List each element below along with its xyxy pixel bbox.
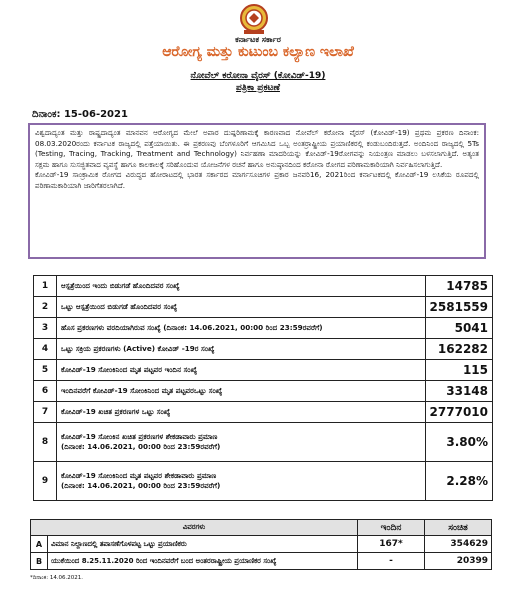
- department-title: ಆರೋಗ್ಯ ಮತ್ತು ಕುಟುಂಬ ಕಲ್ಯಾಣ ಇಲಾಖೆ: [162, 44, 354, 60]
- government-emblem: [236, 2, 272, 36]
- intro-paragraph-1: ವಿಶ್ವದಾದ್ಯಂತ ಮತ್ತು ರಾಷ್ಟ್ರದಾದ್ಯಂತ ಮಾನವನ ಆರೋಗ್ಯದ ಮೇಲೆ ಅಪಾರ ದುಷ್ಪರಿಣಾಮಕ್ಕೆ ಕಾರಣವಾದ ನೋವೆಲ್ ಕರೋನಾ ವೈರಸ್ (ಕೋವಿಡ್-19) ಪ್ರಥಮ ಪ್ರಕರಣ ದಿನಾಂಕ: 08.03.2020ರಂದು ಕರ್ನಾಟಕ ರಾಜ್ಯದಲ್ಲಿ ಪತ್ತೆಯಾಯಿತು. ಈ ಪ್ರಕರಣವು ಬೆಂಗಳೂರಿಗೆ ಆಗಮಿಸಿದ ಒಬ್ಬ ಅಂತರ್ರಾಷ್ಟ್ರೀಯ ಪ್ರಯಾಣಿಕರಲ್ಲಿ ಕಂಡುಬಂದಿರುತ್ತದೆ. ಅಂದಿನಿಂದ ರಾಜ್ಯದಲ್ಲಿ 5Ts (Testing, Tracing, Tracking, Treatment and Technology) ನಿರ್ವಹಣಾ ಮಾದರಿಯನ್ನು ಕೋವಿಡ್-19ರೋಗವನ್ನು ನಿಯಂತ್ರಣ ಮಾಡಲು ಬಳಸಲಾಗುತ್ತಿದೆ. ಅತ್ಯಂತ ಸಕ್ಷಮ ಹಾಗೂ ಸುಸಜ್ಜಿತವಾದ ವ್ಯವಸ್ಥೆ ಹಾಗೂ ಕಾಲಕಾಲಕ್ಕೆ ಸರಿಹೊಂದುವ ಯೋಜನೆಗಳ ರಚನೆ ಹಾಗೂ ಅನುಷ್ಠಾನದಿಂದ ಕರೋನಾ ರೋಗದ ಪರಿಣಾಮಕಾರಿಯಾಗಿ ನಿರ್ವಹಿಸಲಾಗುತ್ತಿದೆ.: [35, 128, 479, 169]
- footnote: *ದಿನಾಂಕ: 14.06.2021.: [30, 575, 84, 581]
- row-number: 8: [34, 423, 57, 462]
- row-letter: B: [31, 553, 48, 570]
- row-value: 14785: [425, 276, 492, 297]
- intro-paragraph-2: ಕೋವಿಡ್-19 ಸಾಂಕ್ರಾಮಿಕ ರೋಗದ ವಿರುದ್ಧದ ಹೋರಾಟದಲ್ಲಿ ಭಾರತ ಸರ್ಕಾರದ ಮಾರ್ಗಸೂಚಿಗಳ ಪ್ರಕಾರ ಜನವರಿ16, 2021ರಿಂದ ಕರ್ನಾಟಕದಲ್ಲಿ ಕೋವಿಡ್-19 ಲಸಿಕೆಯ ರೂಪದಲ್ಲಿ ಪರಿಣಾಮಕಾರಿಯಾಗಿ ಜಾರಿಗೆತರಲಾಗಿದೆ.: [35, 170, 479, 190]
- header-today: ಇಂದಿನ: [358, 520, 425, 536]
- intro-box: [28, 123, 486, 259]
- row-value: 5041: [425, 318, 492, 339]
- table-row: [31, 553, 492, 570]
- stats-row: [34, 381, 493, 402]
- row-letter: A: [31, 536, 48, 553]
- row-number: 3: [34, 318, 57, 339]
- row-label: ಇಂದಿನವರೆಗೆ ಕೋವಿಡ್-19 ಸೋಂಕಿನಿಂದ ಮೃತ ಪಟ್ಟವರಒಟ್ಟು ಸಂಖ್ಯೆ: [57, 381, 426, 402]
- row-today: 167*: [358, 536, 425, 553]
- row-label: ಒಟ್ಟು ಆಸ್ಪತ್ರೆಯಿಂದ ಬಿಡುಗಡೆ ಹೊಂದಿದವರ ಸಂಖ್ಯೆ: [57, 297, 426, 318]
- stats-row: [34, 423, 493, 462]
- row-detail: ವಿಮಾನ ನಿಲ್ದಾಣದಲ್ಲಿ ತಪಾಸಣೆಗೊಳಪಟ್ಟ ಒಟ್ಟು ಪ್ರಯಾಣಿಕರು: [48, 536, 358, 553]
- row-value: 2581559: [425, 297, 492, 318]
- header-cumulative: ಸಂಚಿತ: [425, 520, 492, 536]
- subtitle: ನೋವೆಲ್ ಕರೋನಾ ವೈರಸ್ (ಕೋವಿಡ್-19): [190, 71, 326, 81]
- row-detail: ಯುಕೆಯಿಂದ 8.25.11.2020 ರಿಂದ ಇಂದಿನವರೆಗೆ ಬಂದ ಅಂತರರಾಷ್ಟ್ರೀಯ ಪ್ರಯಾಣಿಕರ ಸಂಖ್ಯೆ: [48, 553, 358, 570]
- table-row: [31, 536, 492, 553]
- row-value: 3.80%: [425, 423, 492, 462]
- row-label: ಹೊಸ ಪ್ರಕರಣಗಳು ವರದಿಯಾಗಿರುವ ಸಂಖ್ಯೆ (ದಿನಾಂಕ: 14.06.2021, 00:00 ರಿಂದ 23:59ರವರೆಗೆ): [57, 318, 426, 339]
- header-details: ವಿವರಗಳು: [31, 520, 358, 536]
- stats-row: [34, 297, 493, 318]
- release-date: ದಿನಾಂಕ: 15-06-2021: [32, 109, 128, 120]
- row-label: ಕೋವಿಡ್-19 ಸೋಂಕಿನಿಂದ ಮೃತ ಪಟ್ಟವರ ಶೇಕಡಾವಾರು ಪ್ರಮಾಣ: [61, 471, 217, 480]
- stats-table: [33, 275, 493, 501]
- stats-row: [34, 276, 493, 297]
- row-label: ಒಟ್ಟು ಸಕ್ರಿಯ ಪ್ರಕರಣಗಳು (Active) ಕೋವಿಡ್ -19ರ ಸಂಖ್ಯೆ: [57, 339, 426, 360]
- row-number: 7: [34, 402, 57, 423]
- stats-row: [34, 318, 493, 339]
- row-number: 9: [34, 462, 57, 501]
- row-value: 33148: [425, 381, 492, 402]
- row-cumulative: 20399: [425, 553, 492, 570]
- row-value: 2777010: [425, 402, 492, 423]
- row-value: 2.28%: [425, 462, 492, 501]
- stats-row: [34, 402, 493, 423]
- travel-table: [30, 519, 492, 570]
- stats-row: [34, 339, 493, 360]
- row-cumulative: 354629: [425, 536, 492, 553]
- table-header-row: [31, 520, 492, 536]
- row-label: ಆಸ್ಪತ್ರೆಯಿಂದ ಇಂದು ಬಿಡುಗಡೆ ಹೊಂದಿದವರ ಸಂಖ್ಯೆ: [57, 276, 426, 297]
- document-type: ಪತ್ರಿಕಾ ಪ್ರಕಟಣೆ: [236, 83, 280, 93]
- stats-row: [34, 462, 493, 501]
- row-number: 4: [34, 339, 57, 360]
- row-today: -: [358, 553, 425, 570]
- row-number: 2: [34, 297, 57, 318]
- row-label-period: (ದಿನಾಂಕ: 14.06.2021, 00:00 ರಿಂದ 23:59ರವರೆಗೆ): [61, 481, 221, 490]
- government-name: ಕರ್ನಾಟಕ ಸರ್ಕಾರ: [235, 35, 281, 44]
- row-value: 115: [425, 360, 492, 381]
- stats-row: [34, 360, 493, 381]
- row-label-period: (ದಿನಾಂಕ: 14.06.2021, 00:00 ರಿಂದ 23:59ರವರೆಗೆ): [61, 442, 221, 451]
- row-number: 5: [34, 360, 57, 381]
- row-label-cell: [57, 423, 426, 462]
- row-value: 162282: [425, 339, 492, 360]
- row-number: 1: [34, 276, 57, 297]
- row-label: ಕೋವಿಡ್-19 ಖಚಿತ ಪ್ರಕರಣಗಳ ಒಟ್ಟು ಸಂಖ್ಯೆ: [57, 402, 426, 423]
- row-number: 6: [34, 381, 57, 402]
- row-label: ಕೋವಿಡ್-19 ಸೋಂಕಿನ ಖಚಿತ ಪ್ರಕರಣಗಳ ಶೇಕಡಾವಾರು ಪ್ರಮಾಣ: [61, 432, 218, 441]
- row-label-cell: [57, 462, 426, 501]
- row-label: ಕೋವಿಡ್-19 ಸೋಂಕಿನಿಂದ ಮೃತ ಪಟ್ಟವರ ಇಂದಿನ ಸಂಖ್ಯೆ: [57, 360, 426, 381]
